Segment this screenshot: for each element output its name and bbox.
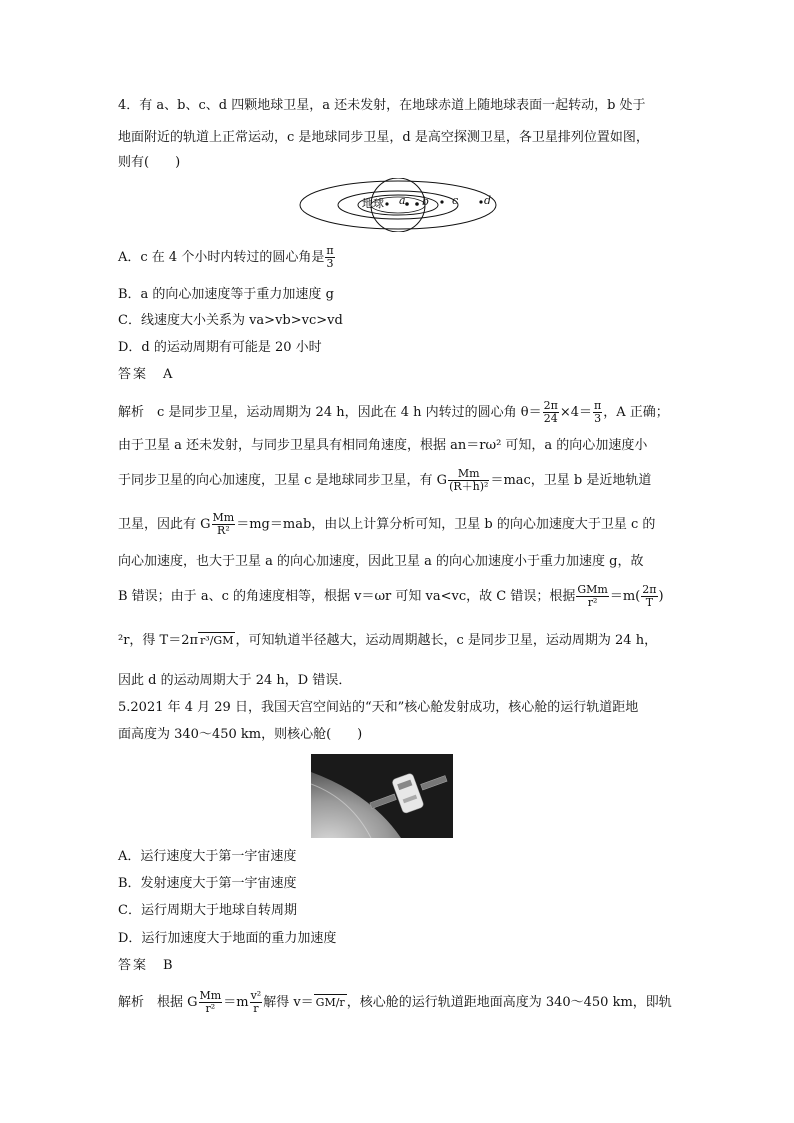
q5-explanation-line1: 解析 根据 G $\frac{Mm}{\text{r²}}$ ＝m $\frac{\text{v²}}{r}$ 解得 v＝ GM/r ，核心舱的运行轨道距地面高度为 340～450 km，即轨 xyxy=(118,989,672,1015)
q5-stem-line2: 面高度为 340～450 km，则核心舱( ) xyxy=(118,727,363,742)
sat-b-label: b xyxy=(422,195,430,208)
q4-stem-line1: 4．有 a、b、c、d 四颗地球卫星，a 还未发射，在地球赤道上随地球表面一起转动，b 处于 xyxy=(118,98,646,113)
sat-c-label: c xyxy=(452,194,459,207)
q4-explanation-line8: 因此 d 的运动周期大于 24 h，D 错误． xyxy=(118,673,352,688)
q4-option-a: A．c 在 4 个小时内转过的圆心角是 $\frac{\pi}{3}$ xyxy=(118,244,334,270)
q4-answer: 答案 A xyxy=(118,367,175,382)
q4-explanation-line5: 向心加速度，也大于卫星 a 的向心加速度，因此卫星 a 的向心加速度小于重力加速度 g，故 xyxy=(118,554,644,569)
q5-stem-line1: 5.2021 年 4 月 29 日，我国天宫空间站的“天和”核心舱发射成功，核心舱的运行轨道距地 xyxy=(118,700,639,715)
sat-a-label: a xyxy=(399,194,406,207)
q4-option-b: B．a 的向心加速度等于重力加速度 g xyxy=(118,287,334,302)
sat-d-label: d xyxy=(484,194,492,207)
q5-option-d: D．运行加速度大于地面的重力加速度 xyxy=(118,931,337,946)
satellite-orbit-diagram xyxy=(298,178,498,232)
q4-stem-line2: 地面附近的轨道上正常运动，c 是地球同步卫星，d 是高空探测卫星，各卫星排列位置如图， xyxy=(118,130,649,145)
q4-stem-line3: 则有( ) xyxy=(118,155,181,170)
q4-option-d: D．d 的运动周期有可能是 20 小时 xyxy=(118,340,322,355)
earth-label: 地球 xyxy=(362,197,384,210)
q4-explanation-line2: 由于卫星 a 还未发射，与同步卫星具有相同角速度，根据 an＝rω² 可知，a 的向心加速度小 xyxy=(118,438,648,453)
q4-explanation-line6: B 错误；由于 a、c 的角速度相等，根据 v＝ωr 可知 va<vc，故 C 错误；根据 $\frac{\text{GMm}}{\text{r²}}$ ＝m( $\frac{2\pi}{T}$ ) xyxy=(118,583,664,609)
q5-option-a: A．运行速度大于第一宇宙速度 xyxy=(118,849,297,864)
q4-explanation-line3: 于同步卫星的向心加速度，卫星 c 是地球同步卫星，有 G $\frac{Mm}{\text{(R＋h)²}}$ ＝mac，卫星 b 是近地轨道 xyxy=(118,467,652,493)
q4-explanation-line1: 解析 c 是同步卫星，运动周期为 24 h，因此在 4 h 内转过的圆心角 θ＝ $\frac{2\pi}{24}$ ×4＝ $\frac{\pi}{3}$ ，A 正确； xyxy=(118,399,669,425)
q5-answer: 答案 B xyxy=(118,958,175,973)
q4-explanation-line7: ²r，得 T＝2π r³/GM ，可知轨道半径越大，运动周期越长，c 是同步卫星，运动周期为 24 h， xyxy=(118,633,658,648)
q5-option-c: C．运行周期大于地球自转周期 xyxy=(118,903,297,918)
q5-option-b: B．发射速度大于第一宇宙速度 xyxy=(118,876,297,891)
q4-explanation-line4: 卫星，因此有 G $\frac{Mm}{\text{R²}}$ ＝mg＝mab，由以上计算分析可知，卫星 b 的向心加速度大于卫星 c 的 xyxy=(118,511,656,537)
q4-option-c: C．线速度大小关系为 va>vb>vc>vd xyxy=(118,313,343,328)
space-station-image xyxy=(311,754,453,838)
